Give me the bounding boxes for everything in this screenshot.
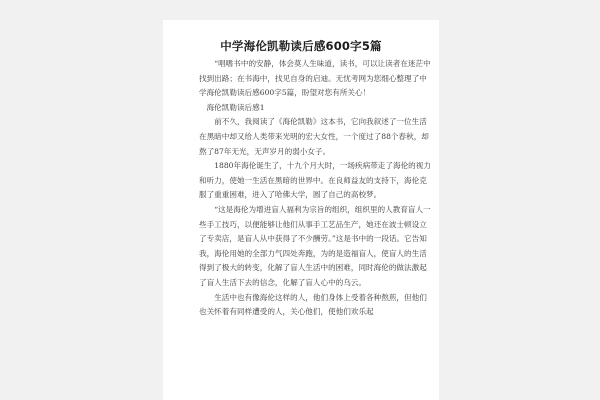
intro-paragraph: “唱嗜书中的安静，体会莫人生味道，读书，可以让读者在迷茫中找到出路；在书海中，找见自身的启迪。无忧考网为您细心整理了中学海伦凯勒读后感600字5篇，盼望对您有所关心！ (199, 59, 431, 98)
document-title: 中学海伦凯勒读后感600字5篇 (220, 39, 382, 53)
document-body (199, 57, 431, 320)
document-page (163, 20, 439, 400)
body-paragraph: 前不久，我阅读了《海伦凯勒》这本书，它向我叙述了一位生活在黑暗中却又给人类带来光明的宏大女性，一个度过了88个春秋，却熬了87年无光，无声岁月的弱小女子。 (199, 117, 429, 156)
body-paragraph: 生活中也有像海伦这样的人，他们身体上受着各种熬煎，但他们也关怀着有同样遭受的人，关心他们，使他们欢乐起 (199, 292, 427, 317)
body-paragraph: “这是海伦为增进盲人福利为宗旨的组织，组织里的人教育盲人一些手工技巧，以便能够让他们从事手工艺品生产，她还在波士顿设立了专卖店，是盲人从中获得了不少酬劳。”这是书中的一段话。它告知我，海伦用她的全部力气四处奔跑，为的是造福盲人，使盲人的生活得到了极大的转变，化解了盲人生活中的困难，同时海伦的做法激起了盲人生活下去的信念，化解了盲人心中的乌云。 (199, 204, 431, 287)
body-paragraph: 1880年海伦诞生了，十九个月大时，一场疾病带走了海伦的视力和听力，使她一生活在黑暗的世界中。在良师益友的支持下，海伦克服了重重困难，进入了哈佛大学，圆了自己的高校梦。 (199, 161, 431, 200)
section-heading: 海伦凯勒读后感1 (206, 102, 265, 112)
